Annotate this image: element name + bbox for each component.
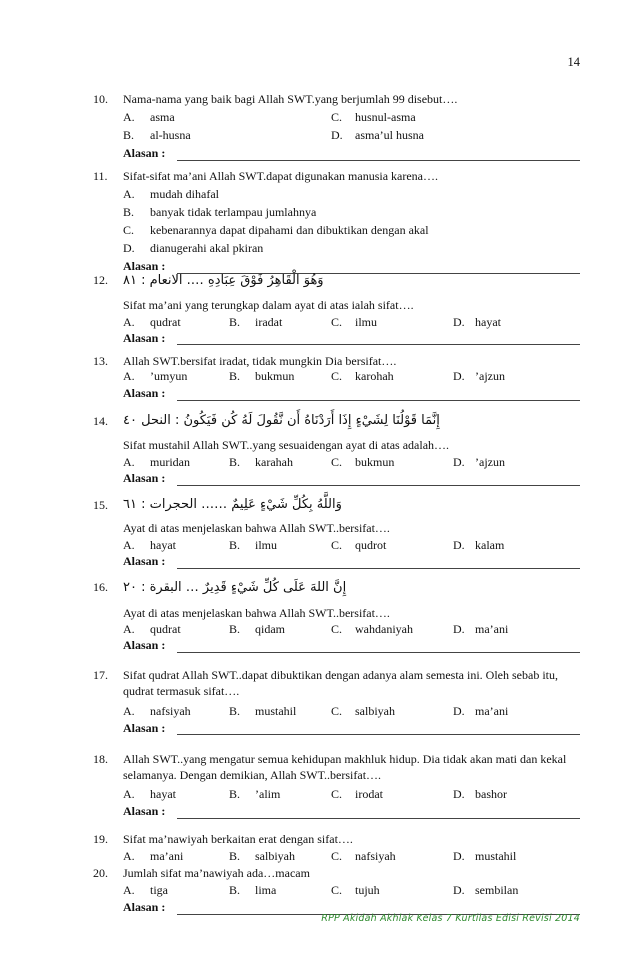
answer-line[interactable]	[177, 344, 580, 345]
answer-line[interactable]	[177, 160, 580, 161]
option-text: ma’ani	[475, 622, 509, 636]
option-text: ilmu	[355, 315, 378, 329]
option-label: C.	[123, 223, 135, 237]
option-text: dianugerahi akal pkiran	[150, 241, 264, 255]
option-label: D.	[331, 128, 343, 142]
option-label: D.	[453, 787, 465, 801]
question-text: Nama-nama yang baik bagi Allah SWT.yang berjumlah 99 disebut….	[123, 92, 458, 106]
option-text: salbiyah	[355, 704, 395, 718]
option-text: asma	[150, 110, 175, 124]
question-text: Jumlah sifat ma’nawiyah ada…macam	[123, 866, 310, 880]
arabic-verse: وَاللَّهُ بِكُلِّ شَيْءٍ عَلِيمٌ …… الحجرات : ٦١	[123, 497, 342, 512]
option-label: A.	[123, 622, 135, 636]
option-label: A.	[123, 110, 135, 124]
option-label: B.	[123, 205, 135, 219]
option-label: D.	[453, 369, 465, 383]
option-text: sembilan	[475, 883, 519, 897]
option-text: bukmun	[355, 455, 395, 469]
option-label: D.	[453, 883, 465, 897]
option-label: B.	[229, 849, 241, 863]
option-label: A.	[123, 787, 135, 801]
arabic-verse: إِنَّ اللهَ عَلَى كُلِّ شَيْءٍ قَدِيرٌ … البقرة : ٢٠	[123, 580, 347, 595]
option-label: C.	[331, 883, 343, 897]
question-number: 15.	[93, 498, 108, 512]
option-label: B.	[123, 128, 135, 142]
option-text: lima	[255, 883, 277, 897]
alasan-label: Alasan :	[123, 638, 166, 652]
option-text: bukmun	[255, 369, 295, 383]
alasan-label: Alasan :	[123, 721, 166, 735]
question-number: 16.	[93, 580, 108, 594]
option-label: A.	[123, 883, 135, 897]
answer-line[interactable]	[177, 734, 580, 735]
option-text: husnul-asma	[355, 110, 416, 124]
option-label: B.	[229, 704, 241, 718]
alasan-label: Alasan :	[123, 259, 166, 273]
question-number: 12.	[93, 273, 108, 287]
question-number: 13.	[93, 354, 108, 368]
option-label: C.	[331, 849, 343, 863]
option-text: tiga	[150, 883, 168, 897]
alasan-label: Alasan :	[123, 900, 166, 914]
answer-line[interactable]	[177, 400, 580, 401]
option-text: karahah	[255, 455, 293, 469]
option-text: hayat	[150, 787, 176, 801]
option-label: C.	[331, 369, 343, 383]
option-label: D.	[453, 455, 465, 469]
question-number: 17.	[93, 668, 108, 682]
alasan-label: Alasan :	[123, 146, 166, 160]
question-number: 11.	[93, 169, 108, 183]
alasan-label: Alasan :	[123, 331, 166, 345]
question-text: Allah SWT.bersifat iradat, tidak mungkin Dia bersifat….	[123, 354, 397, 368]
question-text: Allah SWT..yang mengatur semua kehidupan makhluk hidup. Dia tidak akan mati dan kekal selamanya. Dengan demikian, Allah SWT..bersifat….	[123, 752, 567, 782]
question-text: Sifat mustahil Allah SWT..yang sesuaidengan ayat di atas adalah….	[123, 438, 450, 452]
option-text: kalam	[475, 538, 505, 552]
option-text: ma’ani	[475, 704, 509, 718]
option-label: B.	[229, 787, 241, 801]
option-label: D.	[453, 849, 465, 863]
option-text: ’ajzun	[475, 455, 505, 469]
option-text: mudah dihafal	[150, 187, 219, 201]
option-text: hayat	[150, 538, 176, 552]
option-text: mustahil	[255, 704, 297, 718]
option-label: C.	[331, 110, 343, 124]
option-text: banyak tidak terlampau jumlahnya	[150, 205, 317, 219]
option-label: B.	[229, 369, 241, 383]
alasan-label: Alasan :	[123, 804, 166, 818]
option-text: muridan	[150, 455, 190, 469]
option-label: D.	[453, 538, 465, 552]
answer-line[interactable]	[177, 652, 580, 653]
option-text: qudrat	[150, 315, 181, 329]
question-text: Ayat di atas menjelaskan bahwa Allah SWT..bersifat….	[123, 606, 390, 620]
option-text: ’alim	[255, 787, 281, 801]
option-text: wahdaniyah	[355, 622, 413, 636]
option-label: A.	[123, 704, 135, 718]
option-text: iradat	[255, 315, 283, 329]
question-text: Sifat ma’nawiyah berkaitan erat dengan sifat….	[123, 832, 353, 846]
option-text: ’umyun	[150, 369, 188, 383]
question-number: 14.	[93, 414, 108, 428]
option-label: A.	[123, 315, 135, 329]
option-text: ’ajzun	[475, 369, 505, 383]
option-text: ilmu	[255, 538, 278, 552]
option-label: C.	[331, 315, 343, 329]
option-label: A.	[123, 455, 135, 469]
option-text: tujuh	[355, 883, 380, 897]
alasan-label: Alasan :	[123, 554, 166, 568]
question-text: Sifat ma’ani yang terungkap dalam ayat di atas ialah sifat….	[123, 298, 414, 312]
option-text: asma’ul husna	[355, 128, 424, 142]
option-text: karohah	[355, 369, 394, 383]
option-text: irodat	[355, 787, 383, 801]
arabic-verse: إِنَّمَا قَوْلُنَا لِشَيْءٍ إِذَا أَرَدْنَاهُ أَن نَّقُولَ لَهُ كُن فَيَكُونُ : النحل ٤٠	[123, 413, 440, 428]
question-text: Sifat-sifat ma’ani Allah SWT.dapat digunakan manusia karena….	[123, 169, 439, 183]
option-text: al-husna	[150, 128, 191, 142]
option-label: B.	[229, 538, 241, 552]
alasan-label: Alasan :	[123, 386, 166, 400]
answer-line[interactable]	[177, 568, 580, 569]
option-label: B.	[229, 455, 241, 469]
option-text: salbiyah	[255, 849, 295, 863]
question-text: Sifat qudrat Allah SWT..dapat dibuktikan dengan adanya alam semesta ini. Oleh sebab itu, qudrat termasuk sifat….	[123, 668, 558, 698]
option-label: A.	[123, 538, 135, 552]
option-label: B.	[229, 883, 241, 897]
option-text: qudrat	[150, 622, 181, 636]
option-label: B.	[229, 315, 241, 329]
option-label: C.	[331, 455, 343, 469]
option-text: ma’ani	[150, 849, 184, 863]
question-number: 18.	[93, 752, 108, 766]
option-text: nafsiyah	[150, 704, 191, 718]
page-number: 14	[567, 55, 580, 69]
option-label: A.	[123, 187, 135, 201]
option-text: qidam	[255, 622, 285, 636]
option-label: A.	[123, 369, 135, 383]
alasan-label: Alasan :	[123, 471, 166, 485]
question-number: 20.	[93, 866, 108, 880]
option-text: bashor	[475, 787, 507, 801]
option-label: D.	[453, 622, 465, 636]
option-text: kebenarannya dapat dipahami dan dibuktikan dengan akal	[150, 223, 429, 237]
question-number: 10.	[93, 92, 108, 106]
option-label: B.	[229, 622, 241, 636]
option-label: C.	[331, 787, 343, 801]
option-label: C.	[331, 622, 343, 636]
option-text: hayat	[475, 315, 501, 329]
question-text: Ayat di atas menjelaskan bahwa Allah SWT..bersifat….	[123, 521, 390, 535]
option-text: mustahil	[475, 849, 517, 863]
answer-line[interactable]	[177, 485, 580, 486]
answer-line[interactable]	[177, 818, 580, 819]
option-label: A.	[123, 849, 135, 863]
option-label: D.	[453, 315, 465, 329]
option-label: C.	[331, 704, 343, 718]
arabic-verse: وَهُوَ الْقَاهِرُ فَوْقَ عِبَادِهِ …. الانعام : ٨١	[123, 273, 324, 288]
option-label: C.	[331, 538, 343, 552]
option-label: D.	[123, 241, 135, 255]
option-text: qudrot	[355, 538, 387, 552]
page-footer: RPP Akidah Akhlak Kelas 7 Kurtilas Edisi Revisi 2014	[321, 913, 580, 924]
question-number: 19.	[93, 832, 108, 846]
option-text: nafsiyah	[355, 849, 396, 863]
option-label: D.	[453, 704, 465, 718]
